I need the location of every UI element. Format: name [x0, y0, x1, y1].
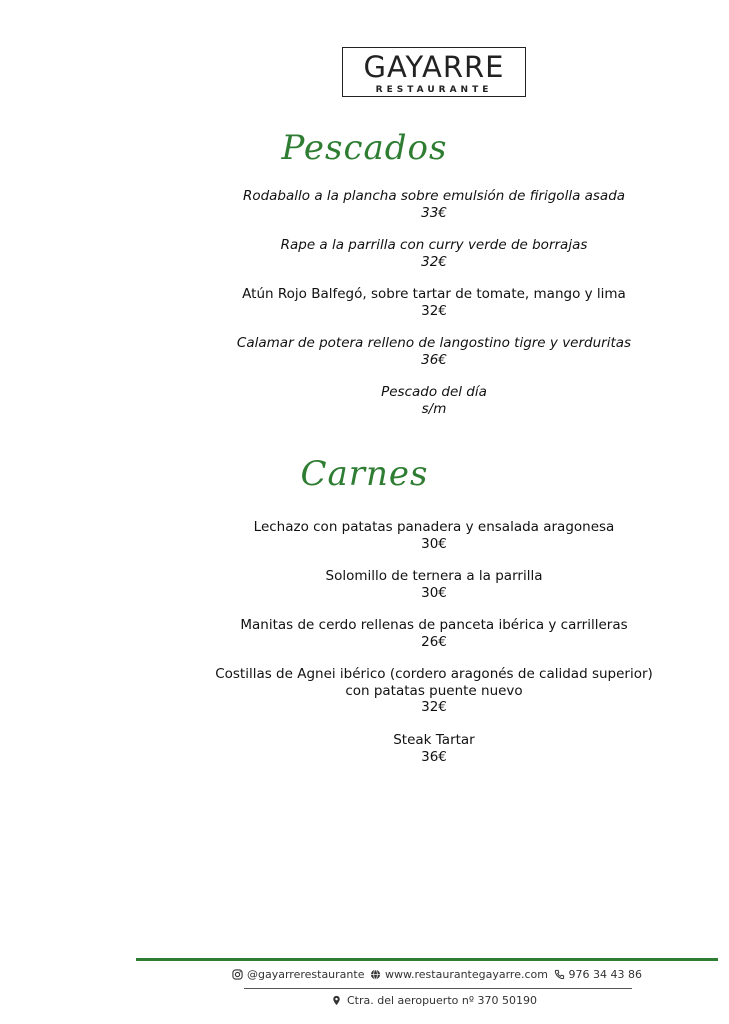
phone-icon: [554, 969, 565, 980]
phone-number: 976 34 43 86: [568, 967, 642, 981]
item-price: 36€: [421, 351, 447, 368]
item-price: 36€: [421, 748, 447, 765]
footer-contacts: [232, 966, 642, 982]
item-price: 33€: [421, 204, 447, 221]
section-title-carnes: Carnes: [300, 454, 429, 494]
item-name: Atún Rojo Balfegó, sobre tartar de tomate, mango y lima: [242, 286, 626, 302]
item-price: 26€: [421, 633, 447, 650]
footer-phone[interactable]: [554, 968, 642, 981]
item-name: Manitas de cerdo rellenas de panceta ibérica y carrilleras: [240, 617, 628, 633]
restaurant-logo: [342, 47, 526, 99]
item-name: Steak Tartar: [393, 732, 475, 748]
menu-item: [0, 519, 729, 552]
menu-item: [0, 188, 729, 221]
website-url: www.restaurantegayarre.com: [385, 967, 548, 981]
menu-item: [0, 617, 729, 650]
item-name: Solomillo de ternera a la parrilla: [325, 568, 543, 584]
instagram-handle: @gayarrerestaurante: [247, 967, 365, 981]
item-price: 32€: [421, 699, 447, 715]
footer-divider: [136, 958, 718, 961]
item-price: 32€: [421, 253, 447, 270]
item-name: Rape a la parrilla con curry verde de borrajas: [280, 237, 588, 253]
menu-item: [0, 286, 729, 319]
menu-item: [0, 237, 729, 270]
menu-item: [0, 384, 729, 417]
item-name-line2: con patatas puente nuevo: [345, 682, 523, 699]
menu-item: [0, 335, 729, 368]
item-name: Rodaballo a la plancha sobre emulsión de firigolla asada: [242, 188, 626, 204]
footer-address: [0, 994, 729, 1007]
logo-name: GAYARRE: [363, 50, 505, 84]
item-name: Calamar de potera relleno de langostino tigre y verduritas: [236, 335, 632, 351]
logo-subtitle: [342, 85, 526, 95]
section-title-pescados: Pescados: [281, 128, 448, 168]
item-name: Pescado del día: [381, 384, 487, 400]
footer-website[interactable]: [370, 968, 548, 981]
instagram-icon: [232, 969, 243, 980]
footer-instagram[interactable]: [232, 968, 364, 981]
address-text: Ctra. del aeropuerto nº 370 50190: [347, 994, 537, 1007]
item-name: Lechazo con patatas panadera y ensalada aragonesa: [253, 519, 615, 535]
menu-item: [0, 568, 729, 601]
footer-separator: [244, 988, 632, 989]
item-price: s/m: [421, 400, 447, 417]
globe-icon: [370, 969, 381, 980]
location-pin-icon: [331, 995, 342, 1006]
menu-item: [0, 732, 729, 765]
item-price: 30€: [421, 584, 447, 601]
logo-subtitle-text: RESTAURANTE: [373, 85, 496, 95]
item-price: 30€: [421, 535, 447, 552]
item-price: 32€: [421, 302, 447, 319]
item-name: Costillas de Agnei ibérico (cordero aragonés de calidad superior): [215, 666, 653, 682]
menu-item: [0, 666, 729, 716]
